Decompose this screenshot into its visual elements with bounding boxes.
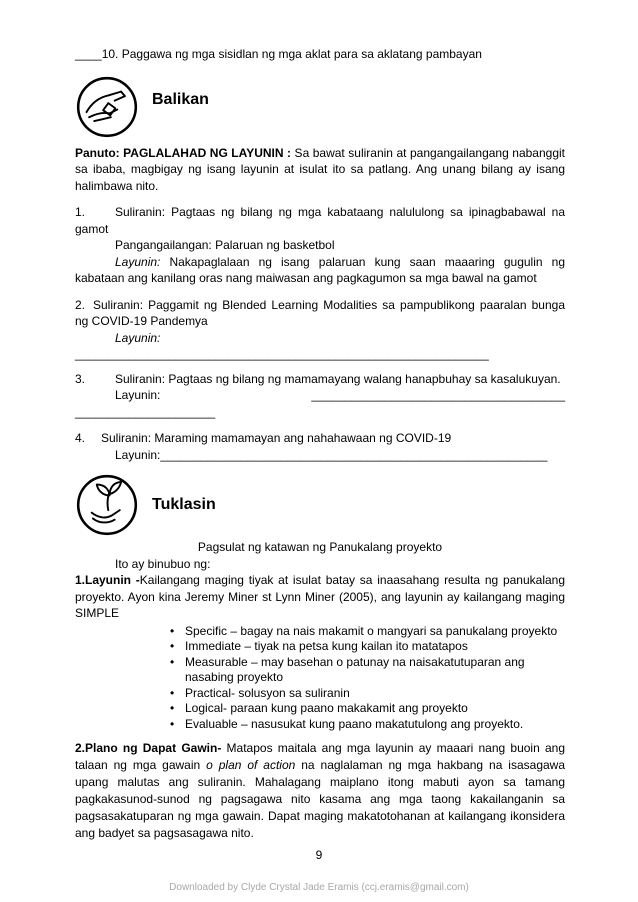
question-3-layunin-line (75, 387, 565, 404)
plano-paragraph-lead: 2.Plano ng Dapat Gawin- (75, 741, 222, 755)
question-1-layunin-line (75, 254, 565, 287)
question-3-answer-blank-right: ______________________________________ (311, 388, 565, 402)
hand-sprout-icon (75, 473, 139, 537)
tuklasin-intro: Ito ay binubuo ng: (115, 556, 211, 571)
numbered-item-10: ____10. Paggawa ng mga sisidlan ng mga aklat para sa aklatang pambayan (75, 47, 482, 61)
plano-paragraph-body-1: Matapos maitala ang mga layunin ay maaari nang buoin ang talaan ng mga gawain (75, 741, 565, 772)
bullet-evaluable: • Evaluable – nasusukat kung paano makatutulong ang proyekto. (185, 717, 565, 733)
panuto-paragraph (75, 145, 565, 195)
question-1-pangangailangan: Pangangailangan: Palaruan ng basketbol (115, 238, 335, 252)
panuto-label: Panuto: PAGLALAHAD NG LAYUNIN : (75, 145, 292, 160)
download-attribution: Downloaded by Clyde Crystal Jade Eramis (ccj.eramis@gmail.com) (169, 882, 469, 893)
question-1-layunin-text: Nakapaglalaan ng isang palaruan kung saan maaaring gugulin ng kabataan ang kanilang oras nang maiwasan ang pagkagumon sa mga bawal na gamot (75, 254, 565, 285)
question-4-suliranin: Suliranin: Maraming mamamayan ang nahahawaan ng COVID-19 (101, 431, 452, 445)
layunin-label: Layunin: (115, 388, 161, 402)
bullet-specific: • Specific – bagay na nais makamit o mangyari sa panukalang proyekto (185, 624, 565, 640)
question-4-layunin-line (115, 447, 565, 464)
bullet-practical: • Practical- solusyon sa suliranin (185, 686, 565, 702)
question-4-number: 4. (75, 431, 86, 445)
question-3 (75, 371, 565, 421)
question-2-number: 2. (75, 297, 86, 312)
simple-bullet-list (75, 624, 565, 733)
question-1-number: 1. (75, 205, 86, 219)
layunin-label: Layunin: (115, 447, 161, 462)
panuto-text: Sa bawat suliranin at pangangailangang nabanggit sa ibaba, magbigay ng isang layunin at isulat ito sa patlang. Ang unang bilang ay isang halimbawa nito. (75, 145, 565, 193)
question-2 (75, 297, 565, 363)
question-3-answer-blank-below: _____________________ (75, 404, 216, 419)
question-2-suliranin: Suliranin: Paggamit ng Blended Learning Modalities sa pampublikong paaralan bunga ng COVID-19 Pandemya (75, 297, 565, 328)
question-1 (75, 204, 565, 287)
question-2-suliranin-line (75, 297, 565, 330)
balikan-heading: Balikan (152, 90, 209, 108)
question-2-answer-blank: ______________________________________________________________ (75, 347, 489, 361)
question-4-answer-blank: __________________________________________________________ (160, 447, 548, 462)
question-1-suliranin-line (75, 204, 565, 237)
question-4-suliranin-line (75, 430, 565, 447)
question-3-suliranin: Suliranin: Pagtaas ng bilang ng mamamayang walang hanapbuhay sa kasalukuyan. (115, 371, 561, 386)
page-number: 9 (315, 848, 323, 862)
plano-paragraph (75, 740, 565, 842)
bullet-measurable: • Measurable – may basehan o patunay na naisakatutuparan ang nasabing proyekto (185, 655, 565, 686)
question-4 (75, 430, 565, 463)
tuklasin-section-header (75, 473, 565, 537)
bullet-logical: • Logical- paraan kung paano makakamit ang proyekto (185, 701, 565, 717)
layunin-label: Layunin: (115, 254, 161, 269)
tuklasin-heading: Tuklasin (152, 496, 216, 513)
plan-of-action-phrase: o plan of action (206, 758, 296, 772)
bullet-immediate: • Immediate – tiyak na petsa kung kailan ito matatapos (185, 639, 565, 655)
tuklasin-subtitle: Pagsulat ng katawan ng Panukalang proyekto (197, 540, 443, 554)
layunin-label: Layunin: (115, 330, 161, 345)
layunin-paragraph-lead: 1.Layunin - (75, 573, 140, 587)
balikan-section-header (75, 75, 565, 139)
layunin-paragraph-body: Kailangang maging tiyak at isulat batay sa inaasahang resulta ng panukalang proyekto. Ayon kina Jeremy Miner st Lynn Miner (2005), ang layunin ay kailangang maging SIMPLE (75, 573, 566, 620)
question-3-number: 3. (75, 371, 86, 386)
hand-puzzle-icon (75, 75, 139, 139)
question-1-suliranin: Suliranin: Pagtaas ng bilang ng mga kabataang nalululong sa ipinagbabawal na gamot (75, 205, 565, 236)
plano-paragraph-body-2: na naglalaman ng mga hakbang na isasagawa upang malutas ang suliranin. Mahalagang maiplano itong mabuti ayon sa tamang pagkakasunod-sunod ng pagsagawa nito kasama ang mga taong kakailanganin sa pagsasakatuparan ng mga gawain. Dapat maging makatotohanan at kailangang ikonsidera ang badyet sa pagsasagawa nito. (75, 758, 566, 840)
question-3-suliranin-line (75, 371, 565, 388)
question-2-layunin-line (115, 330, 565, 347)
layunin-paragraph (75, 572, 565, 622)
